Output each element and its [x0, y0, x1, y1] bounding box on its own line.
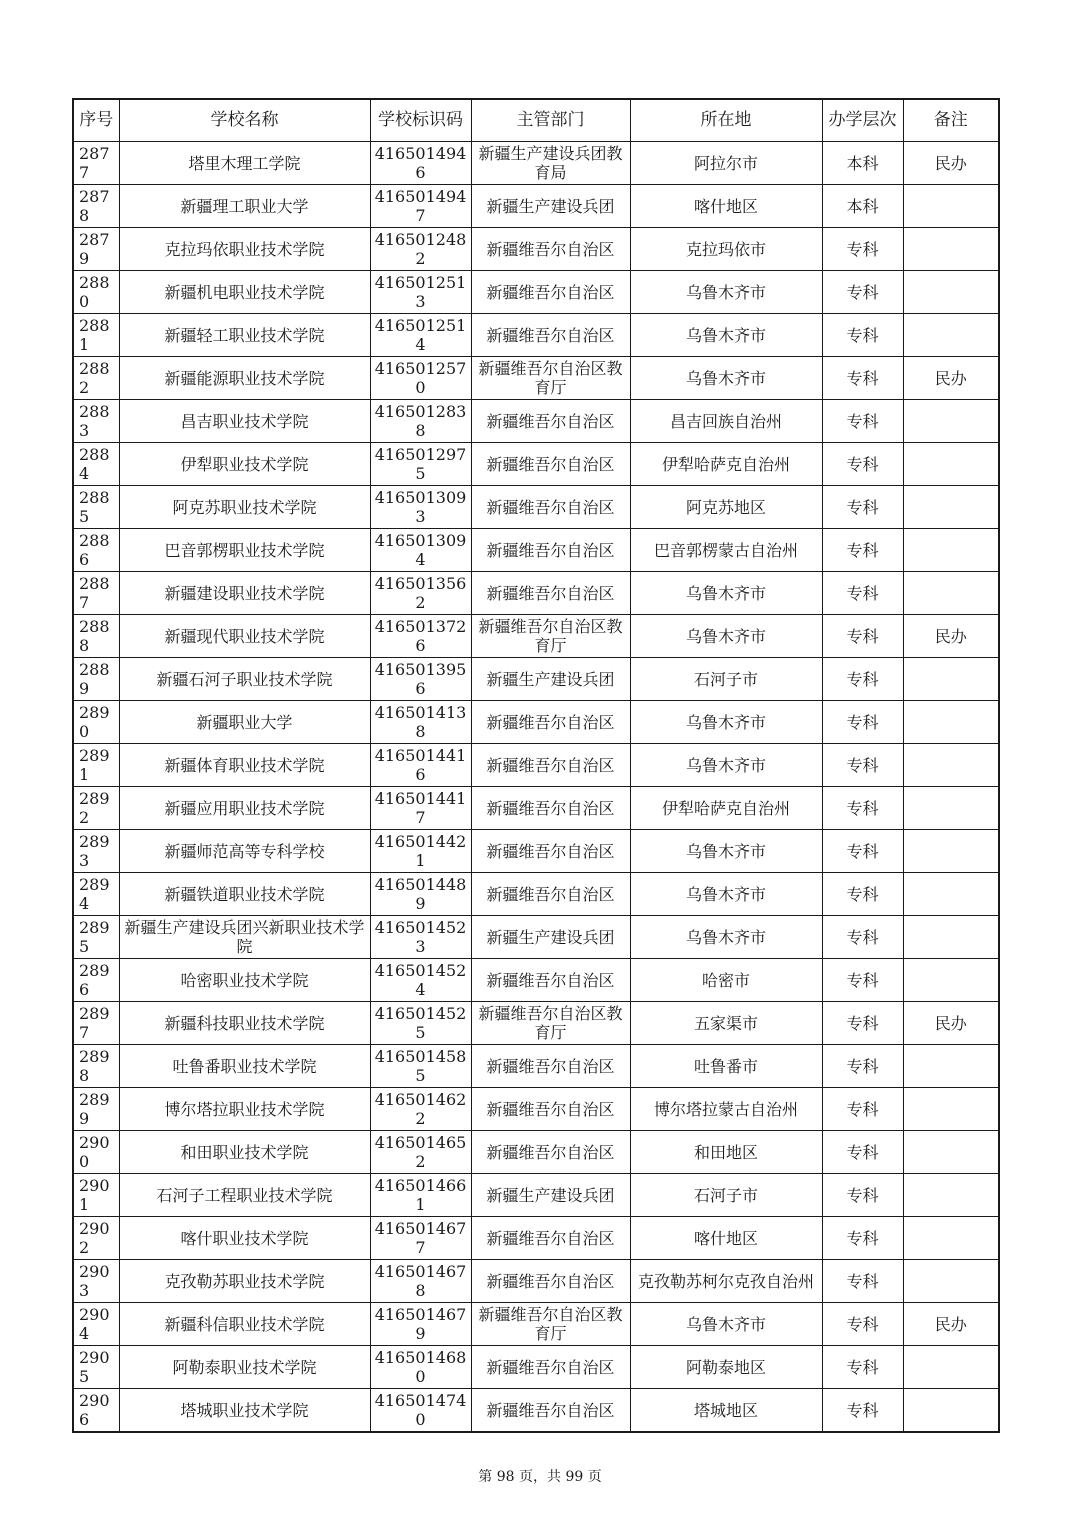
school-code-cell: 4165014585 [370, 1045, 471, 1088]
serial-number-cell: 2882 [73, 357, 119, 400]
serial-number-cell: 2887 [73, 572, 119, 615]
remarks-cell: 民办 [903, 615, 999, 658]
department-cell: 新疆维吾尔自治区 [471, 228, 630, 271]
serial-number-cell: 2895 [73, 916, 119, 959]
school-name-cell: 塔城职业技术学院 [119, 1389, 370, 1433]
school-name-cell: 克孜勒苏职业技术学院 [119, 1260, 370, 1303]
level-cell: 专科 [822, 357, 903, 400]
level-cell: 专科 [822, 1217, 903, 1260]
remarks-cell: 民办 [903, 1002, 999, 1045]
school-name-cell: 新疆现代职业技术学院 [119, 615, 370, 658]
remarks-cell [903, 1131, 999, 1174]
level-cell: 专科 [822, 1303, 903, 1346]
school-name-cell: 阿克苏职业技术学院 [119, 486, 370, 529]
school-code-cell: 4165014622 [370, 1088, 471, 1131]
location-cell: 喀什地区 [630, 1217, 822, 1260]
remarks-cell [903, 916, 999, 959]
level-cell: 专科 [822, 916, 903, 959]
serial-number-cell: 2892 [73, 787, 119, 830]
location-cell: 乌鲁木齐市 [630, 701, 822, 744]
serial-number-cell: 2877 [73, 142, 119, 185]
header-location: 所在地 [630, 99, 822, 142]
school-name-cell: 新疆石河子职业技术学院 [119, 658, 370, 701]
serial-number-cell: 2899 [73, 1088, 119, 1131]
school-name-cell: 阿勒泰职业技术学院 [119, 1346, 370, 1389]
level-cell: 专科 [822, 1131, 903, 1174]
school-code-cell: 4165014421 [370, 830, 471, 873]
school-code-cell: 4165014946 [370, 142, 471, 185]
level-cell: 专科 [822, 1174, 903, 1217]
level-cell: 本科 [822, 185, 903, 228]
location-cell: 哈密市 [630, 959, 822, 1002]
department-cell: 新疆维吾尔自治区 [471, 1088, 630, 1131]
remarks-cell [903, 830, 999, 873]
school-code-cell: 4165013726 [370, 615, 471, 658]
department-cell: 新疆维吾尔自治区 [471, 314, 630, 357]
level-cell: 专科 [822, 1260, 903, 1303]
department-cell: 新疆维吾尔自治区 [471, 1389, 630, 1433]
header-remarks: 备注 [903, 99, 999, 142]
school-name-cell: 和田职业技术学院 [119, 1131, 370, 1174]
level-cell: 专科 [822, 314, 903, 357]
table-row [73, 1088, 999, 1131]
serial-number-cell: 2880 [73, 271, 119, 314]
location-cell: 克拉玛依市 [630, 228, 822, 271]
table-row [73, 873, 999, 916]
location-cell: 和田地区 [630, 1131, 822, 1174]
location-cell: 乌鲁木齐市 [630, 314, 822, 357]
remarks-cell: 民办 [903, 142, 999, 185]
department-cell: 新疆维吾尔自治区教育厅 [471, 1303, 630, 1346]
school-code-cell: 4165012570 [370, 357, 471, 400]
location-cell: 阿勒泰地区 [630, 1346, 822, 1389]
serial-number-cell: 2884 [73, 443, 119, 486]
table-row [73, 744, 999, 787]
school-name-cell: 石河子工程职业技术学院 [119, 1174, 370, 1217]
school-name-cell: 新疆铁道职业技术学院 [119, 873, 370, 916]
department-cell: 新疆生产建设兵团教育局 [471, 142, 630, 185]
table-row [73, 271, 999, 314]
table-row [73, 357, 999, 400]
school-code-cell: 4165014679 [370, 1303, 471, 1346]
header-level: 办学层次 [822, 99, 903, 142]
location-cell: 乌鲁木齐市 [630, 572, 822, 615]
table-row [73, 529, 999, 572]
table-row [73, 658, 999, 701]
level-cell: 专科 [822, 1389, 903, 1433]
level-cell: 专科 [822, 959, 903, 1002]
serial-number-cell: 2888 [73, 615, 119, 658]
level-cell: 专科 [822, 228, 903, 271]
school-code-cell: 4165012975 [370, 443, 471, 486]
remarks-cell [903, 486, 999, 529]
table-row [73, 1002, 999, 1045]
remarks-cell [903, 185, 999, 228]
remarks-cell [903, 1088, 999, 1131]
department-cell: 新疆维吾尔自治区 [471, 787, 630, 830]
location-cell: 吐鲁番市 [630, 1045, 822, 1088]
location-cell: 乌鲁木齐市 [630, 916, 822, 959]
department-cell: 新疆维吾尔自治区 [471, 701, 630, 744]
school-code-cell: 4165013956 [370, 658, 471, 701]
level-cell: 专科 [822, 486, 903, 529]
location-cell: 昌吉回族自治州 [630, 400, 822, 443]
level-cell: 专科 [822, 529, 903, 572]
table-row [73, 572, 999, 615]
remarks-cell [903, 271, 999, 314]
remarks-cell [903, 1346, 999, 1389]
department-cell: 新疆维吾尔自治区 [471, 400, 630, 443]
table-row [73, 1131, 999, 1174]
school-code-cell: 4165014947 [370, 185, 471, 228]
serial-number-cell: 2897 [73, 1002, 119, 1045]
table-row [73, 787, 999, 830]
school-name-cell: 新疆生产建设兵团兴新职业技术学院 [119, 916, 370, 959]
department-cell: 新疆维吾尔自治区 [471, 443, 630, 486]
school-name-cell: 新疆理工职业大学 [119, 185, 370, 228]
serial-number-cell: 2881 [73, 314, 119, 357]
level-cell: 专科 [822, 1088, 903, 1131]
department-cell: 新疆维吾尔自治区 [471, 486, 630, 529]
level-cell: 专科 [822, 1346, 903, 1389]
remarks-cell [903, 658, 999, 701]
school-name-cell: 新疆能源职业技术学院 [119, 357, 370, 400]
school-name-cell: 新疆师范高等专科学校 [119, 830, 370, 873]
school-name-cell: 吐鲁番职业技术学院 [119, 1045, 370, 1088]
school-name-cell: 巴音郭楞职业技术学院 [119, 529, 370, 572]
remarks-cell [903, 529, 999, 572]
remarks-cell [903, 873, 999, 916]
level-cell: 专科 [822, 830, 903, 873]
serial-number-cell: 2905 [73, 1346, 119, 1389]
department-cell: 新疆维吾尔自治区 [471, 529, 630, 572]
serial-number-cell: 2883 [73, 400, 119, 443]
serial-number-cell: 2901 [73, 1174, 119, 1217]
school-code-cell: 4165012514 [370, 314, 471, 357]
department-cell: 新疆维吾尔自治区 [471, 271, 630, 314]
location-cell: 伊犁哈萨克自治州 [630, 787, 822, 830]
level-cell: 专科 [822, 443, 903, 486]
serial-number-cell: 2903 [73, 1260, 119, 1303]
location-cell: 乌鲁木齐市 [630, 1303, 822, 1346]
serial-number-cell: 2878 [73, 185, 119, 228]
school-name-cell: 新疆建设职业技术学院 [119, 572, 370, 615]
table-row [73, 615, 999, 658]
level-cell: 专科 [822, 1045, 903, 1088]
school-code-cell: 4165013093 [370, 486, 471, 529]
school-name-cell: 新疆机电职业技术学院 [119, 271, 370, 314]
remarks-cell [903, 1389, 999, 1433]
department-cell: 新疆维吾尔自治区 [471, 1260, 630, 1303]
level-cell: 专科 [822, 701, 903, 744]
department-cell: 新疆维吾尔自治区 [471, 1217, 630, 1260]
remarks-cell [903, 572, 999, 615]
location-cell: 石河子市 [630, 1174, 822, 1217]
table-row [73, 486, 999, 529]
school-code-cell: 4165013094 [370, 529, 471, 572]
school-code-cell: 4165014417 [370, 787, 471, 830]
department-cell: 新疆生产建设兵团 [471, 916, 630, 959]
school-code-cell: 4165012482 [370, 228, 471, 271]
remarks-cell: 民办 [903, 1303, 999, 1346]
department-cell: 新疆生产建设兵团 [471, 185, 630, 228]
department-cell: 新疆维吾尔自治区 [471, 873, 630, 916]
location-cell: 巴音郭楞蒙古自治州 [630, 529, 822, 572]
table-row [73, 314, 999, 357]
table-row [73, 228, 999, 271]
location-cell: 五家渠市 [630, 1002, 822, 1045]
remarks-cell [903, 787, 999, 830]
school-code-cell: 4165014138 [370, 701, 471, 744]
school-code-cell: 4165014680 [370, 1346, 471, 1389]
remarks-cell [903, 959, 999, 1002]
school-code-cell: 4165014524 [370, 959, 471, 1002]
department-cell: 新疆维吾尔自治区 [471, 572, 630, 615]
location-cell: 乌鲁木齐市 [630, 830, 822, 873]
location-cell: 乌鲁木齐市 [630, 615, 822, 658]
remarks-cell [903, 314, 999, 357]
table-row [73, 443, 999, 486]
remarks-cell [903, 701, 999, 744]
level-cell: 专科 [822, 400, 903, 443]
location-cell: 克孜勒苏柯尔克孜自治州 [630, 1260, 822, 1303]
department-cell: 新疆维吾尔自治区 [471, 744, 630, 787]
remarks-cell [903, 1217, 999, 1260]
serial-number-cell: 2885 [73, 486, 119, 529]
school-name-cell: 新疆轻工职业技术学院 [119, 314, 370, 357]
table-row [73, 701, 999, 744]
remarks-cell [903, 1045, 999, 1088]
serial-number-cell: 2894 [73, 873, 119, 916]
level-cell: 专科 [822, 658, 903, 701]
table-row [73, 830, 999, 873]
page-footer: 第 98 页，共 99 页 [478, 1469, 602, 1485]
school-code-cell: 4165013562 [370, 572, 471, 615]
table-row [73, 185, 999, 228]
school-code-cell: 4165014652 [370, 1131, 471, 1174]
serial-number-cell: 2879 [73, 228, 119, 271]
school-code-cell: 4165014740 [370, 1389, 471, 1433]
serial-number-cell: 2896 [73, 959, 119, 1002]
department-cell: 新疆维吾尔自治区 [471, 1346, 630, 1389]
school-code-cell: 4165012838 [370, 400, 471, 443]
location-cell: 喀什地区 [630, 185, 822, 228]
school-list-table [72, 98, 1000, 1433]
location-cell: 乌鲁木齐市 [630, 744, 822, 787]
level-cell: 专科 [822, 572, 903, 615]
level-cell: 专科 [822, 1002, 903, 1045]
school-name-cell: 喀什职业技术学院 [119, 1217, 370, 1260]
school-code-cell: 4165012513 [370, 271, 471, 314]
serial-number-cell: 2904 [73, 1303, 119, 1346]
serial-number-cell: 2890 [73, 701, 119, 744]
serial-number-cell: 2889 [73, 658, 119, 701]
level-cell: 专科 [822, 787, 903, 830]
level-cell: 专科 [822, 873, 903, 916]
remarks-cell [903, 443, 999, 486]
location-cell: 乌鲁木齐市 [630, 271, 822, 314]
school-code-cell: 4165014678 [370, 1260, 471, 1303]
location-cell: 石河子市 [630, 658, 822, 701]
table-row [73, 959, 999, 1002]
table-row [73, 1260, 999, 1303]
table-row [73, 916, 999, 959]
location-cell: 阿拉尔市 [630, 142, 822, 185]
serial-number-cell: 2906 [73, 1389, 119, 1433]
department-cell: 新疆维吾尔自治区 [471, 1045, 630, 1088]
school-code-cell: 4165014661 [370, 1174, 471, 1217]
school-name-cell: 新疆职业大学 [119, 701, 370, 744]
department-cell: 新疆生产建设兵团 [471, 658, 630, 701]
department-cell: 新疆维吾尔自治区 [471, 959, 630, 1002]
level-cell: 专科 [822, 615, 903, 658]
serial-number-cell: 2886 [73, 529, 119, 572]
location-cell: 乌鲁木齐市 [630, 357, 822, 400]
school-name-cell: 伊犁职业技术学院 [119, 443, 370, 486]
level-cell: 本科 [822, 142, 903, 185]
school-code-cell: 4165014525 [370, 1002, 471, 1045]
location-cell: 博尔塔拉蒙古自治州 [630, 1088, 822, 1131]
header-department: 主管部门 [471, 99, 630, 142]
remarks-cell [903, 228, 999, 271]
table-body [73, 142, 999, 1433]
level-cell: 专科 [822, 271, 903, 314]
serial-number-cell: 2900 [73, 1131, 119, 1174]
school-code-cell: 4165014416 [370, 744, 471, 787]
department-cell: 新疆维吾尔自治区 [471, 830, 630, 873]
level-cell: 专科 [822, 744, 903, 787]
table-row [73, 1217, 999, 1260]
school-name-cell: 昌吉职业技术学院 [119, 400, 370, 443]
school-name-cell: 塔里木理工学院 [119, 142, 370, 185]
table-row [73, 400, 999, 443]
remarks-cell: 民办 [903, 357, 999, 400]
school-name-cell: 新疆科信职业技术学院 [119, 1303, 370, 1346]
location-cell: 乌鲁木齐市 [630, 873, 822, 916]
table-row [73, 1389, 999, 1433]
remarks-cell [903, 1260, 999, 1303]
serial-number-cell: 2891 [73, 744, 119, 787]
table-row [73, 1346, 999, 1389]
school-code-cell: 4165014489 [370, 873, 471, 916]
department-cell: 新疆维吾尔自治区教育厅 [471, 1002, 630, 1045]
department-cell: 新疆维吾尔自治区教育厅 [471, 357, 630, 400]
table-row [73, 1174, 999, 1217]
school-code-cell: 4165014523 [370, 916, 471, 959]
table-row [73, 1303, 999, 1346]
school-name-cell: 克拉玛依职业技术学院 [119, 228, 370, 271]
school-name-cell: 哈密职业技术学院 [119, 959, 370, 1002]
location-cell: 塔城地区 [630, 1389, 822, 1433]
school-name-cell: 新疆体育职业技术学院 [119, 744, 370, 787]
table-row [73, 1045, 999, 1088]
department-cell: 新疆生产建设兵团 [471, 1174, 630, 1217]
table-row [73, 142, 999, 185]
header-row [73, 99, 999, 142]
school-name-cell: 博尔塔拉职业技术学院 [119, 1088, 370, 1131]
location-cell: 阿克苏地区 [630, 486, 822, 529]
table-header [73, 99, 999, 142]
department-cell: 新疆维吾尔自治区教育厅 [471, 615, 630, 658]
serial-number-cell: 2902 [73, 1217, 119, 1260]
remarks-cell [903, 400, 999, 443]
school-name-cell: 新疆科技职业技术学院 [119, 1002, 370, 1045]
remarks-cell [903, 1174, 999, 1217]
school-name-cell: 新疆应用职业技术学院 [119, 787, 370, 830]
location-cell: 伊犁哈萨克自治州 [630, 443, 822, 486]
remarks-cell [903, 744, 999, 787]
school-code-cell: 4165014677 [370, 1217, 471, 1260]
serial-number-cell: 2893 [73, 830, 119, 873]
department-cell: 新疆维吾尔自治区 [471, 1131, 630, 1174]
header-serial-number: 序号 [73, 99, 119, 142]
header-school-code: 学校标识码 [370, 99, 471, 142]
serial-number-cell: 2898 [73, 1045, 119, 1088]
header-school-name: 学校名称 [119, 99, 370, 142]
